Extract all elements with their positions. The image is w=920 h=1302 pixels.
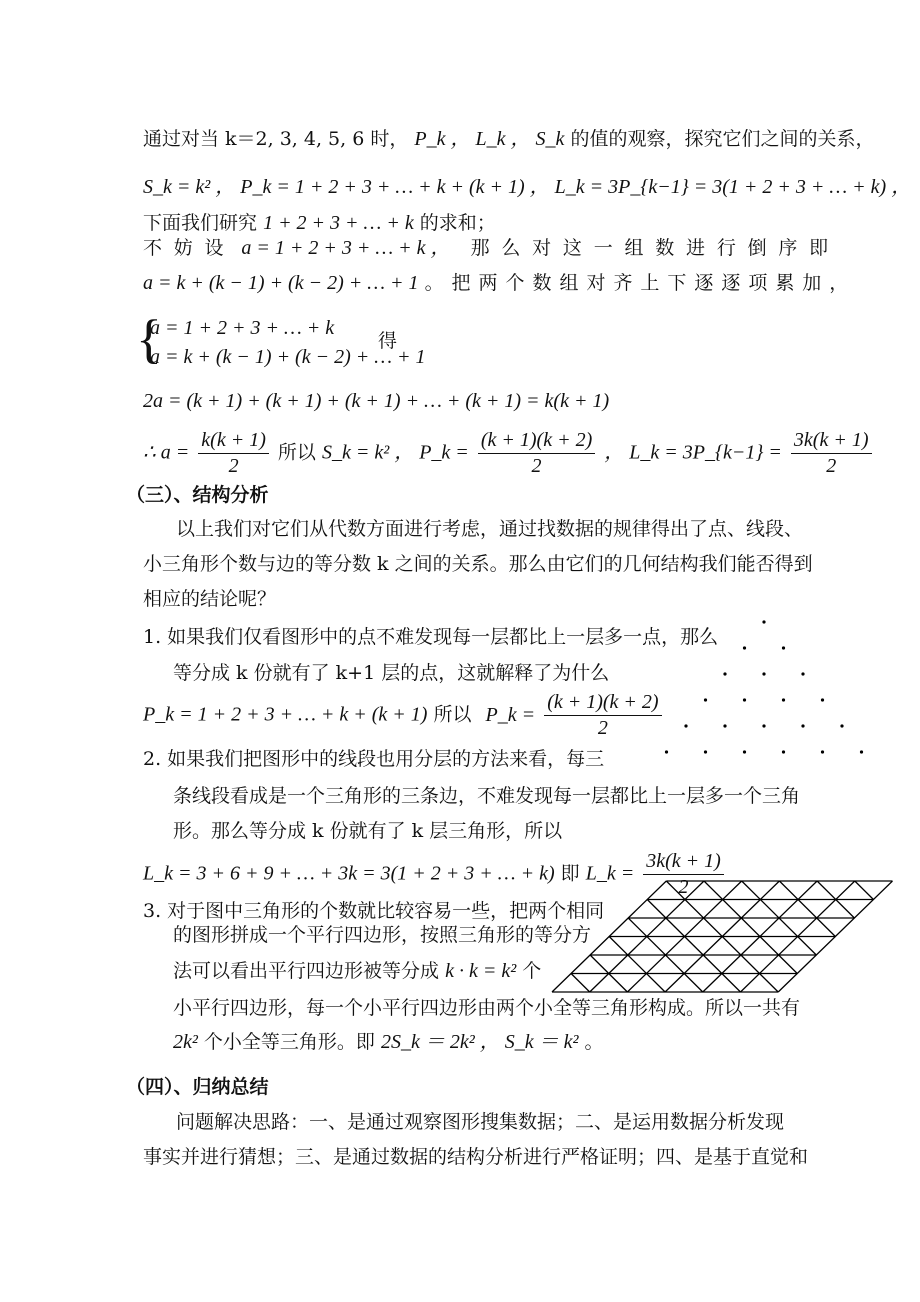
item3-line-b: 的图形拼成一个平行四边形，按照三角形的等分方 — [173, 924, 592, 946]
fraction-l — [791, 428, 872, 479]
item1-line-b: 等分成 k 份就有了 k+1 层的点，这就解释了为什么 — [173, 662, 610, 684]
text-line-5 — [143, 271, 856, 295]
grid-dot — [723, 724, 726, 727]
grid-dot — [782, 646, 785, 649]
system-de: 得 — [378, 330, 398, 352]
text-span: 的值的观察，探究它们之间的关系， — [570, 128, 875, 150]
grid-dot — [743, 646, 746, 649]
math-span: a = k + (k − 1) + (k − 2) + … + 1 — [143, 272, 419, 294]
frac-den: 2 — [597, 717, 608, 739]
fraction-a — [198, 428, 269, 479]
text-span: 的求和； — [419, 212, 496, 234]
text-span: 不妨设 — [143, 237, 236, 259]
text-span: 即 — [560, 862, 580, 885]
grid-dot — [762, 672, 765, 675]
grid-dot — [801, 672, 804, 675]
math-span: P_k = — [485, 703, 536, 726]
math-span: k · k = k² — [445, 960, 517, 982]
grid-dot — [665, 750, 668, 753]
text-span: 法可以看出平行四边形被等分成 — [173, 960, 440, 982]
grid-dot — [723, 672, 726, 675]
text-line-1 — [143, 127, 874, 151]
frac-num: (k + 1)(k + 2) — [478, 428, 595, 454]
math-span: 2S_k ＝ 2k² ， S_k ＝ k² — [380, 1031, 579, 1053]
section4-heading: （四）、归纳总结 — [126, 1076, 269, 1098]
grid-line — [704, 881, 797, 974]
grid-line — [647, 900, 740, 993]
text-line-3 — [143, 211, 496, 235]
grid-dot — [782, 750, 785, 753]
frac-num: k(k + 1) — [198, 428, 269, 454]
grid-dot — [762, 620, 765, 623]
item3-line-e — [173, 1030, 604, 1054]
grid-dot — [762, 724, 765, 727]
grid-dot — [782, 698, 785, 701]
math-span: a = 1 + 2 + 3 + … + k ， — [241, 237, 451, 259]
text-span: 。把两个数组对齐上下逐逐项累加， — [424, 272, 857, 294]
math-span: ∴ a = — [143, 441, 190, 464]
math-span: ， L_k = 3P_{k−1} = — [604, 441, 782, 464]
text-span: 那么对这一组数进行倒序即 — [470, 237, 840, 259]
formula-line-6: 2a = (k + 1) + (k + 1) + (k + 1) + … + (k + 1) = k(k + 1) — [143, 390, 610, 412]
text-span: 所以 — [277, 441, 316, 464]
section3-p2: 小三角形个数与边的等分数 k 之间的关系。那么由它们的几何结构我们能否得到 — [143, 553, 813, 575]
grid-dot — [743, 698, 746, 701]
text-span: 所以 — [433, 703, 472, 726]
section3-p1: 以上我们对它们从代数方面进行考虑，通过找数据的规律得出了点、线段、 — [176, 518, 804, 540]
math-span: P_k = 1 + 2 + 3 + … + k + (k + 1) — [143, 703, 428, 726]
formula-line-7 — [143, 428, 875, 479]
math-span: L_k = — [585, 862, 635, 885]
grid-dot — [801, 724, 804, 727]
section3-p3: 相应的结论呢？ — [143, 588, 277, 610]
frac-den: 2 — [228, 455, 239, 477]
system-eq-1: a = 1 + 2 + 3 + … + k — [150, 317, 335, 339]
grid-dot — [704, 698, 707, 701]
item3-line-a: 3. 对于图中三角形的个数就比较容易一些，把两个相同 — [143, 900, 605, 922]
section3-heading: （三）、结构分析 — [126, 484, 269, 506]
item2-line-b: 条线段看成是一个三角形的三条边，不难发现每一层都比上一层多一个三角 — [173, 785, 801, 807]
grid-line — [571, 974, 590, 993]
grid-dot — [704, 750, 707, 753]
text-span: 个 — [522, 960, 542, 982]
section4-p2: 事实并进行猜想；三、是通过数据的结构分析进行严格证明；四、是基于直觉和 — [143, 1146, 809, 1168]
frac-num: (k + 1)(k + 2) — [544, 690, 661, 716]
grid-dot — [860, 750, 863, 753]
item1-formula — [143, 690, 665, 741]
frac-den: 2 — [678, 876, 689, 898]
item3-line-d: 小平行四边形，每一个小平行四边形由两个小全等三角形构成。所以一共有 — [173, 997, 801, 1019]
item1-line-a: 1. 如果我们仅看图形中的点不难发现每一层都比上一层多一点，那么 — [143, 626, 719, 648]
system-eq-2: a = k + (k − 1) + (k − 2) + … + 1 — [150, 346, 426, 368]
formula-line-2: S_k = k² ， P_k = 1 + 2 + 3 + … + k + (k + 1) ， L_k = 3P_{k−1} = 3(1 + 2 + 3 + … + k) ， — [143, 176, 912, 198]
math-span: P_k ， L_k ， S_k — [414, 128, 565, 150]
triangle-parallelogram-figure — [540, 880, 840, 1000]
grid-dot — [743, 750, 746, 753]
grid-line — [855, 881, 874, 900]
text-span: 通过对当 k＝2, 3, 4, 5, 6 时， — [143, 128, 409, 150]
item2-line-a: 2. 如果我们把图形中的线段也用分层的方法来看，每三 — [143, 748, 605, 770]
system-brace: { — [136, 309, 162, 369]
dot-triangle-figure — [606, 614, 836, 754]
item2-line-c: 形。那么等分成 k 份就有了 k 层三角形，所以 — [173, 820, 563, 842]
text-line-4 — [143, 236, 840, 260]
text-span: 。 — [584, 1031, 604, 1053]
text-span: 下面我们研究 — [143, 212, 258, 234]
grid-dot — [840, 724, 843, 727]
grid-dot — [684, 724, 687, 727]
math-span: 2k² — [173, 1031, 198, 1053]
section4-p1: 问题解决思路：一、是通过观察图形搜集数据；二、是运用数据分析发现 — [176, 1111, 785, 1133]
text-span: 个小全等三角形。即 — [203, 1031, 375, 1053]
math-span: S_k = k² ， P_k = — [321, 441, 469, 464]
frac-den: 2 — [531, 455, 542, 477]
math-span: 1 + 2 + 3 + … + k — [263, 212, 414, 234]
frac-num: 3k(k + 1) — [643, 849, 724, 875]
item3-line-c — [173, 959, 541, 983]
frac-den: 2 — [826, 455, 837, 477]
grid-dot — [821, 698, 824, 701]
fraction-p — [478, 428, 595, 479]
math-span: L_k = 3 + 6 + 9 + … + 3k = 3(1 + 2 + 3 + … + k) — [143, 862, 555, 885]
grid-dot — [821, 750, 824, 753]
frac-num: 3k(k + 1) — [791, 428, 872, 454]
